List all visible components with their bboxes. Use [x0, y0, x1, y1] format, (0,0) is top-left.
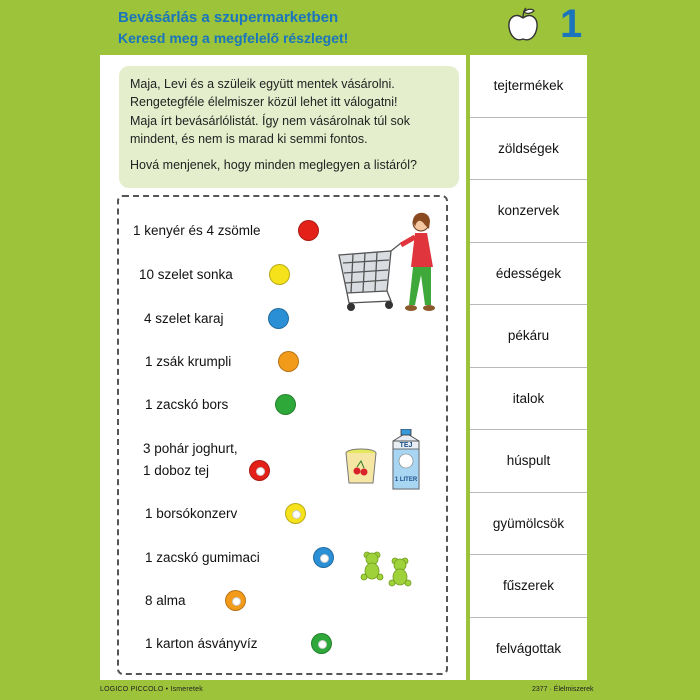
gummy-bears-illustration [357, 549, 419, 589]
intro-line: Maja írt bevásárlólistát. Így nem vásárolnak túl sok [130, 113, 410, 128]
category-item: tejtermékek [470, 55, 587, 118]
ring-marker-dot [249, 460, 270, 481]
color-marker-dot [298, 220, 319, 241]
list-item-label: 1 karton ásványvíz [145, 636, 258, 651]
shopping-list [117, 195, 448, 675]
intro-line: Rengetegféle élelmiszer közül lehet itt válogatni! [130, 95, 398, 110]
list-item-label: 8 alma [145, 593, 186, 608]
apple-icon [506, 6, 540, 44]
milk-carton-illustration [389, 429, 423, 491]
footer-right: 2377 · Élelmiszerek [532, 686, 594, 693]
list-item-label: 1 doboz tej [143, 463, 210, 478]
list-item [145, 352, 231, 372]
category-item: húspult [470, 430, 587, 493]
ring-marker-dot [313, 547, 334, 568]
category-item: zöldségek [470, 118, 587, 181]
milk-label-top: TEJ [399, 442, 413, 449]
milk-label-bottom: 1 LITER [394, 477, 418, 483]
list-item-label: 1 borsókonzerv [145, 506, 238, 521]
list-item [145, 591, 186, 611]
ring-marker-dot [285, 503, 306, 524]
ring-marker-dot [311, 633, 332, 654]
intro-line: Maja, Levi és a szüleik együtt mentek vásárolni. [130, 77, 395, 91]
list-item [144, 309, 224, 329]
category-item: italok [470, 368, 587, 431]
list-item-label: 10 szelet sonka [139, 267, 233, 282]
yogurt-cup-illustration [344, 447, 378, 487]
list-item [143, 461, 209, 481]
page-number: 1 [560, 2, 583, 46]
list-item-label: 4 szelet karaj [144, 311, 224, 326]
page-title: Bevásárlás a szupermarketben [118, 9, 339, 26]
list-item [145, 548, 260, 568]
list-item-label: 1 kenyér és 4 zsömle [133, 223, 261, 238]
ring-marker-dot [225, 590, 246, 611]
color-marker-dot [278, 351, 299, 372]
woman-with-cart-illustration [329, 205, 449, 325]
category-item: konzervek [470, 180, 587, 243]
list-item [139, 265, 233, 285]
intro-line: mindent, és nem is marad ki semmi fontos. [130, 131, 368, 146]
intro-box [119, 66, 459, 188]
list-item [145, 395, 228, 415]
category-item: pékáru [470, 305, 587, 368]
list-item [143, 439, 238, 459]
list-item-label: 1 zacskó gumimaci [145, 550, 260, 565]
main-panel [100, 55, 466, 680]
footer-left: LOGICO PICCOLO • Ismeretek [100, 686, 203, 693]
color-marker-dot [268, 308, 289, 329]
category-item: felvágottak [495, 641, 562, 657]
list-item-label: 3 pohár joghurt, [143, 441, 238, 456]
color-marker-dot [275, 394, 296, 415]
category-item: fűszerek [470, 555, 587, 618]
category-column [470, 55, 587, 680]
category-item: édességek [470, 243, 587, 306]
category-item: gyümölcsök [470, 493, 587, 556]
list-item-label: 1 zacskó bors [145, 397, 229, 412]
list-item [133, 221, 261, 241]
list-item-label: 1 zsák krumpli [145, 354, 232, 369]
header [0, 0, 700, 56]
list-item [145, 634, 258, 654]
page-subtitle: Keresd meg a megfelelő részleget! [118, 30, 349, 46]
list-item [145, 504, 237, 524]
intro-question: Hová menjenek, hogy minden meglegyen a listáról? [130, 158, 417, 173]
color-marker-dot [269, 264, 290, 285]
